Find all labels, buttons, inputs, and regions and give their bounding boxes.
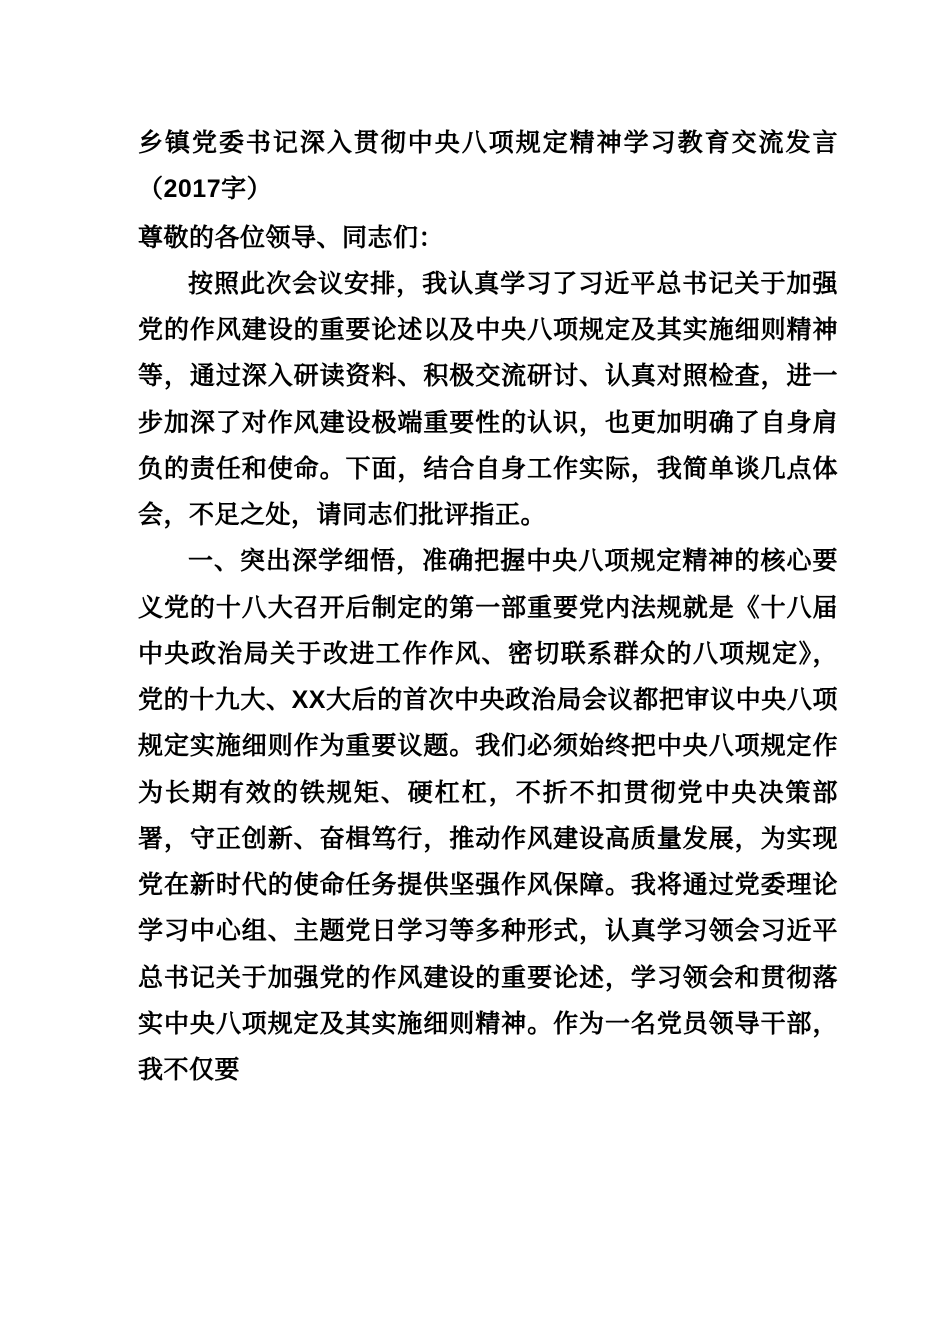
- salutation: 尊敬的各位领导、同志们：: [138, 223, 445, 252]
- page-title: 乡镇党委书记深入贯彻中央八项规定精神学习教育交流发言（2017字）: [138, 129, 838, 204]
- body-paragraph-1: 按照此次会议安排，我认真学习了习近平总书记关于加强党的作风建设的重要论述以及中央八项规定及其实施细则精神等，通过深入研读资料、积极交流研讨、认真对照检查，进一步加深了对作风建设极端重要性的认识，也更加明确了自身肩负的责任和使命。下面，结合自身工作实际，我简单谈几点体会，不足之处，请同志们批评指正。: [138, 269, 838, 529]
- body-paragraph-2: 一、突出深学细悟，准确把握中央八项规定精神的核心要义党的十八大召开后制定的第一部重要党内法规就是《十八届中央政治局关于改进工作作风、密切联系群众的八项规定》，党的十九大、XX大后的首次中央政治局会议都把审议中央八项规定实施细则作为重要议题。我们必须始终把中央八项规定作为长期有效的铁规矩、硬杠杠，不折不扣贯彻党中央决策部署，守正创新、奋楫笃行，推动作风建设高质量发展，为实现党在新时代的使命任务提供坚强作风保障。我将通过党委理论学习中心组、主题党日学习等多种形式，认真学习领会习近平总书记关于加强党的作风建设的重要论述，学习领会和贯彻落实中央八项规定及其实施细则精神。作为一名党员领导干部，我不仅要: [138, 547, 838, 1084]
